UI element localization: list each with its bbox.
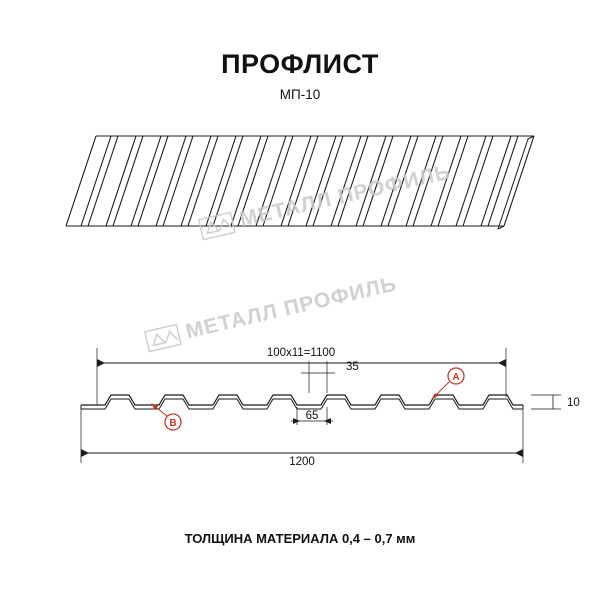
technical-drawing bbox=[1, 1, 600, 601]
dimension-label-65: 65 bbox=[305, 410, 319, 422]
dimension-label-1100: 100х11=1100 bbox=[266, 347, 336, 359]
page-title: ПРОФЛИСТ bbox=[221, 49, 379, 79]
dimension-label-10: 10 bbox=[567, 397, 580, 409]
dimension-label-1200: 1200 bbox=[289, 456, 315, 468]
watermark-text: МЕТАЛЛ ПРОФИЛЬ bbox=[237, 160, 453, 232]
dimension-label-35: 35 bbox=[346, 361, 359, 373]
watermark-text: МЕТАЛЛ ПРОФИЛЬ bbox=[183, 272, 399, 344]
profiled-sheet-isometric bbox=[66, 136, 534, 232]
page-subtitle: МП-10 bbox=[279, 87, 321, 102]
callout-a-label: A bbox=[452, 372, 460, 383]
callout-b-label: B bbox=[169, 418, 177, 429]
material-thickness-note: ТОЛЩИНА МАТЕРИАЛА 0,4 – 0,7 мм bbox=[184, 531, 416, 546]
profile-cross-section bbox=[81, 348, 561, 463]
